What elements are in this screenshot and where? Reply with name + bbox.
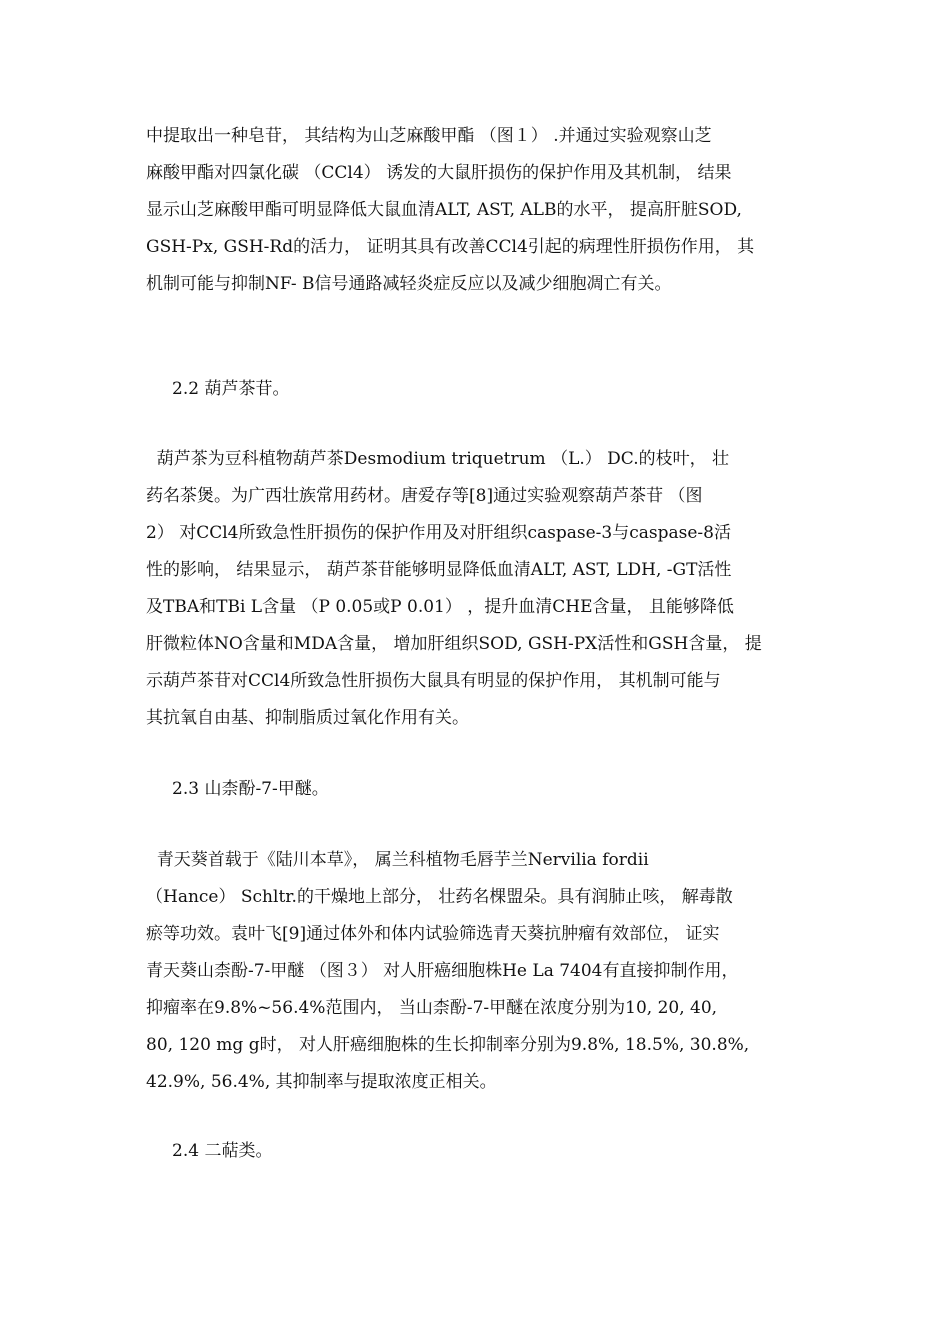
paragraph-qingtiankui	[146, 842, 808, 1101]
text-line: 及TBA和TBi L含量 （P 0.05或P 0.01） ，提升血清CHE含量， 且能够降低	[146, 597, 734, 617]
text-line: 药名茶煲。为广西壮族常用药材。唐爱存等[8]通过实验观察葫芦茶苷 （图	[146, 486, 703, 506]
section-heading-2-3: 2.3 山柰酚-7-甲醚。	[172, 779, 329, 799]
section-heading-2-2: 2.2 葫芦茶苷。	[172, 379, 290, 399]
text-line: 显示山芝麻酸甲酯可明显降低大鼠血清ALT, AST, ALB的水平， 提高肝脏SOD,	[146, 200, 742, 220]
text-line: 中提取出一种皂苷， 其结构为山芝麻酸甲酯 （图１） .并通过实验观察山芝	[146, 126, 712, 146]
text-line: 80, 120 mg g时， 对人肝癌细胞株的生长抑制率分别为9.8%, 18.5%, 30.8%,	[146, 1035, 750, 1055]
text-line: 青天葵首载于《陆川本草》， 属兰科植物毛唇芋兰Nervilia fordii	[146, 850, 649, 870]
text-line: 肝微粒体NO含量和MDA含量， 增加肝组织SOD, GSH-PX活性和GSH含量， 提	[146, 634, 762, 654]
text-line: 瘀等功效。袁叶飞[9]通过体外和体内试验筛选青天葵抗肿瘤有效部位， 证实	[146, 924, 720, 944]
text-line: 抑瘤率在9.8%~56.4%范围内， 当山柰酚-7-甲醚在浓度分别为10, 20, 40,	[146, 998, 718, 1018]
text-line: 青天葵山柰酚-7-甲醚 （图３） 对人肝癌细胞株He La 7404有直接抑制作用，	[146, 961, 739, 981]
section-heading-2-4: 2.4 二萜类。	[172, 1141, 273, 1161]
text-line: 性的影响， 结果显示， 葫芦茶苷能够明显降低血清ALT, AST, LDH, -GT活性	[146, 560, 732, 580]
text-line: 示葫芦茶苷对CCl4所致急性肝损伤大鼠具有明显的保护作用， 其机制可能与	[146, 671, 721, 691]
text-line: 麻酸甲酯对四氯化碳 （CCl4） 诱发的大鼠肝损伤的保护作用及其机制， 结果	[146, 163, 732, 183]
text-line: 42.9%, 56.4%, 其抑制率与提取浓度正相关。	[146, 1072, 497, 1092]
text-line: 机制可能与抑制NF- B信号通路减轻炎症反应以及减少细胞凋亡有关。	[146, 274, 672, 294]
paragraph-hulucha	[146, 441, 808, 737]
text-line: 2） 对CCl4所致急性肝损伤的保护作用及对肝组织caspase-3与caspase-8活	[146, 523, 731, 543]
paragraph-shanzhima	[146, 118, 808, 303]
text-line: 葫芦茶为豆科植物葫芦茶Desmodium triquetrum （L.） DC.的枝叶， 壮	[146, 449, 730, 469]
text-line: （Hance） Schltr.的干燥地上部分， 壮药名棵盟朵。具有润肺止咳， 解毒散	[146, 887, 733, 907]
text-line: GSH-Px, GSH-Rd的活力， 证明其具有改善CCl4引起的病理性肝损伤作用， 其	[146, 237, 755, 257]
text-line: 其抗氧自由基、抑制脂质过氧化作用有关。	[146, 708, 469, 728]
